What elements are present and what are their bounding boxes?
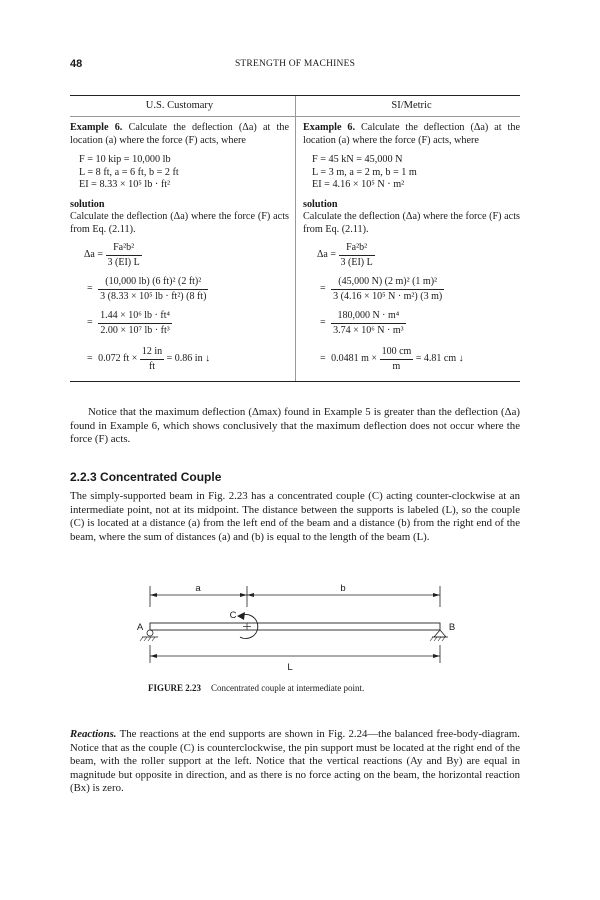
reactions-text: The reactions at the end supports are shown in Fig. 2.24—the balanced free-body-diagram. Notice that as the couple (C) is counterclockwise, the pin support must be located at the right end of the beam, with the roller support at the left. Notice that the vertical reactions (Ay and By) are equal in magnitude but opposite in direction, and as there is no force acting on the beam, the horizontal reaction (Bx) is zero. — [70, 728, 520, 795]
fraction — [339, 242, 375, 269]
solution-text: Calculate the deflection (Δa) where the force (F) acts from Eq. (2.11). — [303, 211, 520, 235]
equals-sign: = — [87, 317, 93, 329]
given-force: F = 45 kN = 45,000 N — [312, 154, 403, 165]
result-lead: 0.072 ft × — [98, 353, 138, 365]
numerator: 100 cm — [380, 346, 414, 360]
fraction — [331, 276, 444, 303]
equation-lhs: Δa = — [317, 249, 337, 261]
arrowhead — [150, 654, 157, 658]
result-lead: 0.0481 m × — [331, 353, 378, 365]
beam-diagram — [130, 583, 460, 675]
beam — [150, 623, 440, 630]
label-support-b: B — [448, 622, 456, 633]
denominator: 3 (EI) L — [340, 257, 373, 268]
solution-label: solution — [303, 198, 338, 210]
example-label: Example 6. — [303, 122, 356, 133]
example-intro — [70, 122, 289, 147]
result-value: = 0.86 in ↓ — [166, 353, 211, 365]
denominator: 3 (EI) L — [107, 257, 140, 268]
conversion-fraction — [380, 346, 414, 373]
arrowhead — [247, 593, 254, 597]
fraction — [331, 310, 405, 337]
equation-4 — [317, 346, 464, 373]
figure-number: FIGURE 2.23 — [148, 683, 202, 693]
fraction — [106, 242, 142, 269]
label-support-a: A — [136, 622, 144, 633]
fraction — [98, 276, 208, 303]
equation-1 — [317, 242, 375, 269]
given-stiffness: EI = 8.33 × 10⁵ lb · ft² — [79, 179, 171, 190]
given-force: F = 10 kip = 10,000 lb — [79, 154, 171, 165]
running-head — [70, 58, 520, 74]
example-text: Calculate the deflection (Δa) at the location (a) where the force (F) acts, where — [70, 122, 289, 146]
figure-2-23 — [130, 583, 460, 675]
left-support-hatch — [140, 637, 155, 641]
solution-label: solution — [70, 198, 105, 210]
arrowhead — [433, 654, 440, 658]
example-text: Calculate the deflection (Δa) at the location (a) where the force (F) acts, where — [303, 122, 520, 146]
equals-sign: = — [320, 353, 326, 365]
couple-arrowhead — [237, 612, 245, 620]
arrowhead — [240, 593, 247, 597]
equals-sign: = — [87, 353, 93, 365]
column-heading-us: U.S. Customary — [145, 100, 214, 111]
numerator: Fa²b² — [339, 242, 375, 256]
given-lengths: L = 3 m, a = 2 m, b = 1 m — [312, 166, 417, 178]
equals-sign: = — [87, 283, 93, 295]
paragraph-reactions — [70, 728, 520, 796]
denominator: m — [392, 361, 401, 372]
arrowhead — [150, 593, 157, 597]
label-a: a — [195, 583, 201, 594]
result-value: = 4.81 cm ↓ — [415, 353, 464, 365]
equation-3 — [317, 310, 406, 337]
denominator: 3.74 × 10⁶ N · m³ — [333, 325, 404, 336]
right-support-hatch — [430, 637, 445, 641]
fraction — [98, 310, 172, 337]
given-values — [312, 154, 520, 192]
solution-text: Calculate the deflection (Δa) where the force (F) acts from Eq. (2.11). — [70, 211, 289, 235]
denominator: 3 (8.33 × 10⁵ lb · ft²) (8 ft) — [100, 291, 207, 302]
us-customary-column — [70, 96, 295, 381]
numerator: (10,000 lb) (6 ft)² (2 ft)² — [98, 276, 208, 290]
denominator: 3 (4.16 × 10⁵ N · m²) (3 m) — [333, 291, 443, 302]
page-number: 48 — [70, 58, 83, 70]
paragraph-deflection-comparison: Notice that the maximum deflection (Δmax) found in Example 5 is greater than the deflection (Δa) found in Example 6, which shows conclusively that the maximum deflection does not occur where the force (F) acts. — [70, 406, 520, 446]
numerator: 1.44 × 10⁶ lb · ft⁴ — [98, 310, 172, 324]
equals-sign: = — [320, 317, 326, 329]
given-stiffness: EI = 4.16 × 10⁵ N · m² — [312, 179, 405, 190]
equation-4 — [84, 346, 210, 373]
equals-sign: = — [320, 283, 326, 295]
arrowhead — [433, 593, 440, 597]
example-label: Example 6. — [70, 122, 123, 133]
equation-2 — [84, 276, 208, 303]
section-heading: 2.2.3 Concentrated Couple — [70, 470, 222, 484]
denominator: ft — [148, 361, 156, 372]
page-header-title: STRENGTH OF MACHINES — [234, 59, 356, 69]
equation-lhs: Δa = — [84, 249, 104, 261]
numerator: 180,000 N · m⁴ — [331, 310, 405, 324]
left-support-pin — [147, 630, 153, 636]
numerator: Fa²b² — [106, 242, 142, 256]
conversion-fraction — [140, 346, 164, 373]
label-couple: C — [229, 610, 237, 621]
figure-caption — [148, 683, 364, 693]
denominator: 2.00 × 10⁷ lb · ft³ — [100, 325, 170, 336]
numerator: 12 in — [140, 346, 164, 360]
equation-3 — [84, 310, 172, 337]
equation-2 — [317, 276, 444, 303]
figure-caption-text: Concentrated couple at intermediate point. — [211, 683, 365, 693]
numerator: (45,000 N) (2 m)² (1 m)² — [331, 276, 444, 290]
paragraph-concentrated-couple: The simply-supported beam in Fig. 2.23 has a concentrated couple (C) acting counter-clockwise at an intermediate point, not at its midpoint. The distance between the supports is labeled (L), so the couple (C) is located at a distance (a) from the left end of the beam and a distance (b) from the right end of the beam, where the sum of distances (a) and (b) is equal to the length of the beam (L). — [70, 490, 520, 543]
equation-1 — [84, 242, 142, 269]
reactions-label: Reactions. — [70, 728, 117, 740]
given-lengths: L = 8 ft, a = 6 ft, b = 2 ft — [79, 166, 179, 178]
label-L: L — [287, 662, 293, 673]
example-intro — [303, 122, 520, 147]
right-support — [434, 630, 446, 637]
example-comparison-table — [70, 95, 520, 382]
label-b: b — [340, 583, 346, 594]
si-metric-column — [295, 96, 520, 381]
given-values — [79, 154, 289, 192]
column-heading-si: SI/Metric — [391, 100, 432, 111]
